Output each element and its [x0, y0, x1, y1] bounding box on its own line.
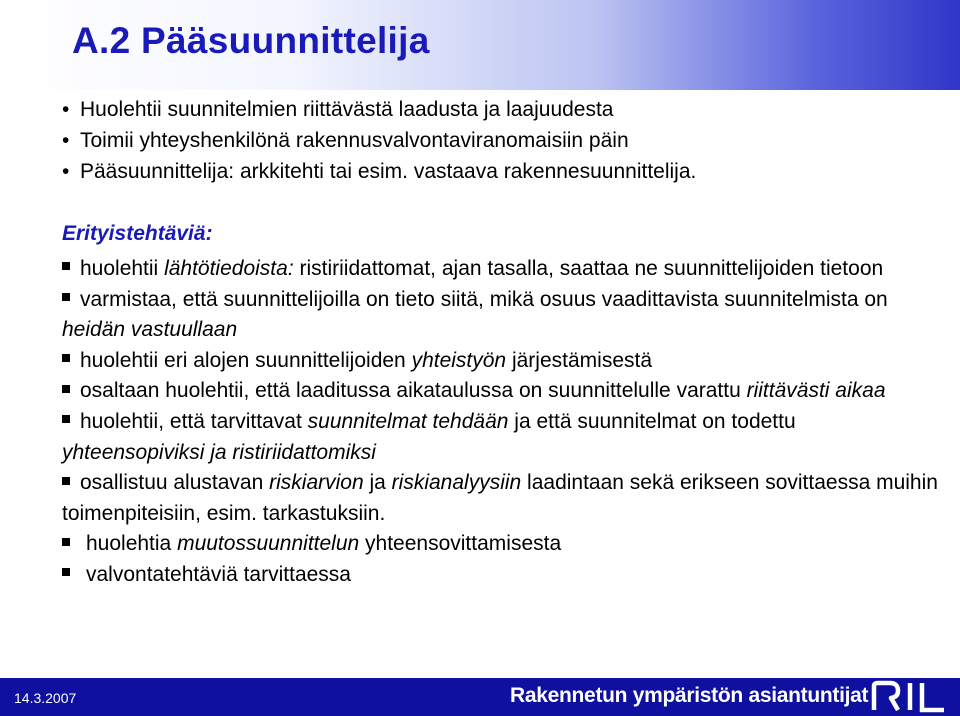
slide-title: A.2 Pääsuunnittelija: [72, 20, 430, 61]
square-bullet-icon: [62, 538, 70, 546]
bullet-item: • Toimii yhteyshenkilönä rakennusvalvontaviranomaisiin päin: [62, 125, 696, 156]
square-bullet-icon: [62, 568, 70, 576]
section-heading: Erityistehtäviä:: [62, 222, 213, 245]
special-tasks-list: [62, 254, 942, 591]
task-item: huolehtii lähtötiedoista: ristiriidattomat, ajan tasalla, saattaa ne suunnittelijoiden tietoon: [62, 254, 942, 285]
square-bullet-icon: [62, 385, 70, 393]
square-bullet-icon: [62, 262, 70, 270]
task-item: huolehtii, että tarvittavat suunnitelmat tehdään ja että suunnitelmat on todettu yhteensopiviksi ja ristiriidattomiksi: [62, 409, 796, 464]
square-bullet-icon: [62, 293, 70, 301]
footer-bar: [0, 678, 960, 716]
task-item: osallistuu alustavan riskiarvion ja riskianalyysiin laadintaan sekä erikseen sovittaessa muihin toimenpiteisiin, esim. tarkastuksiin.: [62, 471, 938, 525]
square-bullet-icon: [62, 477, 70, 485]
bullet-item: • Huolehtii suunnitelmien riittävästä laadusta ja laajuudesta: [62, 94, 696, 125]
bullet-item: • Pääsuunnittelija: arkkitehti tai esim. vastaava rakennesuunnittelija.: [62, 156, 696, 187]
intro-bullet-list: [62, 94, 696, 187]
task-item: varmistaa, että suunnittelijoilla on tieto siitä, mikä osuus vaadittavista suunnitelmista on heidän vastuullaan: [62, 287, 888, 342]
task-item: huolehtia muutossuunnittelun yhteensovittamisesta: [62, 529, 942, 560]
footer-organization: Rakennetun ympäristön asiantuntijat: [510, 684, 869, 707]
ril-logo-icon: [870, 680, 948, 714]
task-item: valvontatehtäviä tarvittaessa: [62, 560, 942, 591]
footer-date: 14.3.2007: [14, 690, 77, 706]
task-item: osaltaan huolehtii, että laaditussa aikataulussa on suunnittelulle varattu riittävästi aikaa: [62, 376, 942, 407]
square-bullet-icon: [62, 415, 70, 423]
task-item: huolehtii eri alojen suunnittelijoiden yhteistyön järjestämisestä: [62, 346, 942, 377]
square-bullet-icon: [62, 354, 70, 362]
